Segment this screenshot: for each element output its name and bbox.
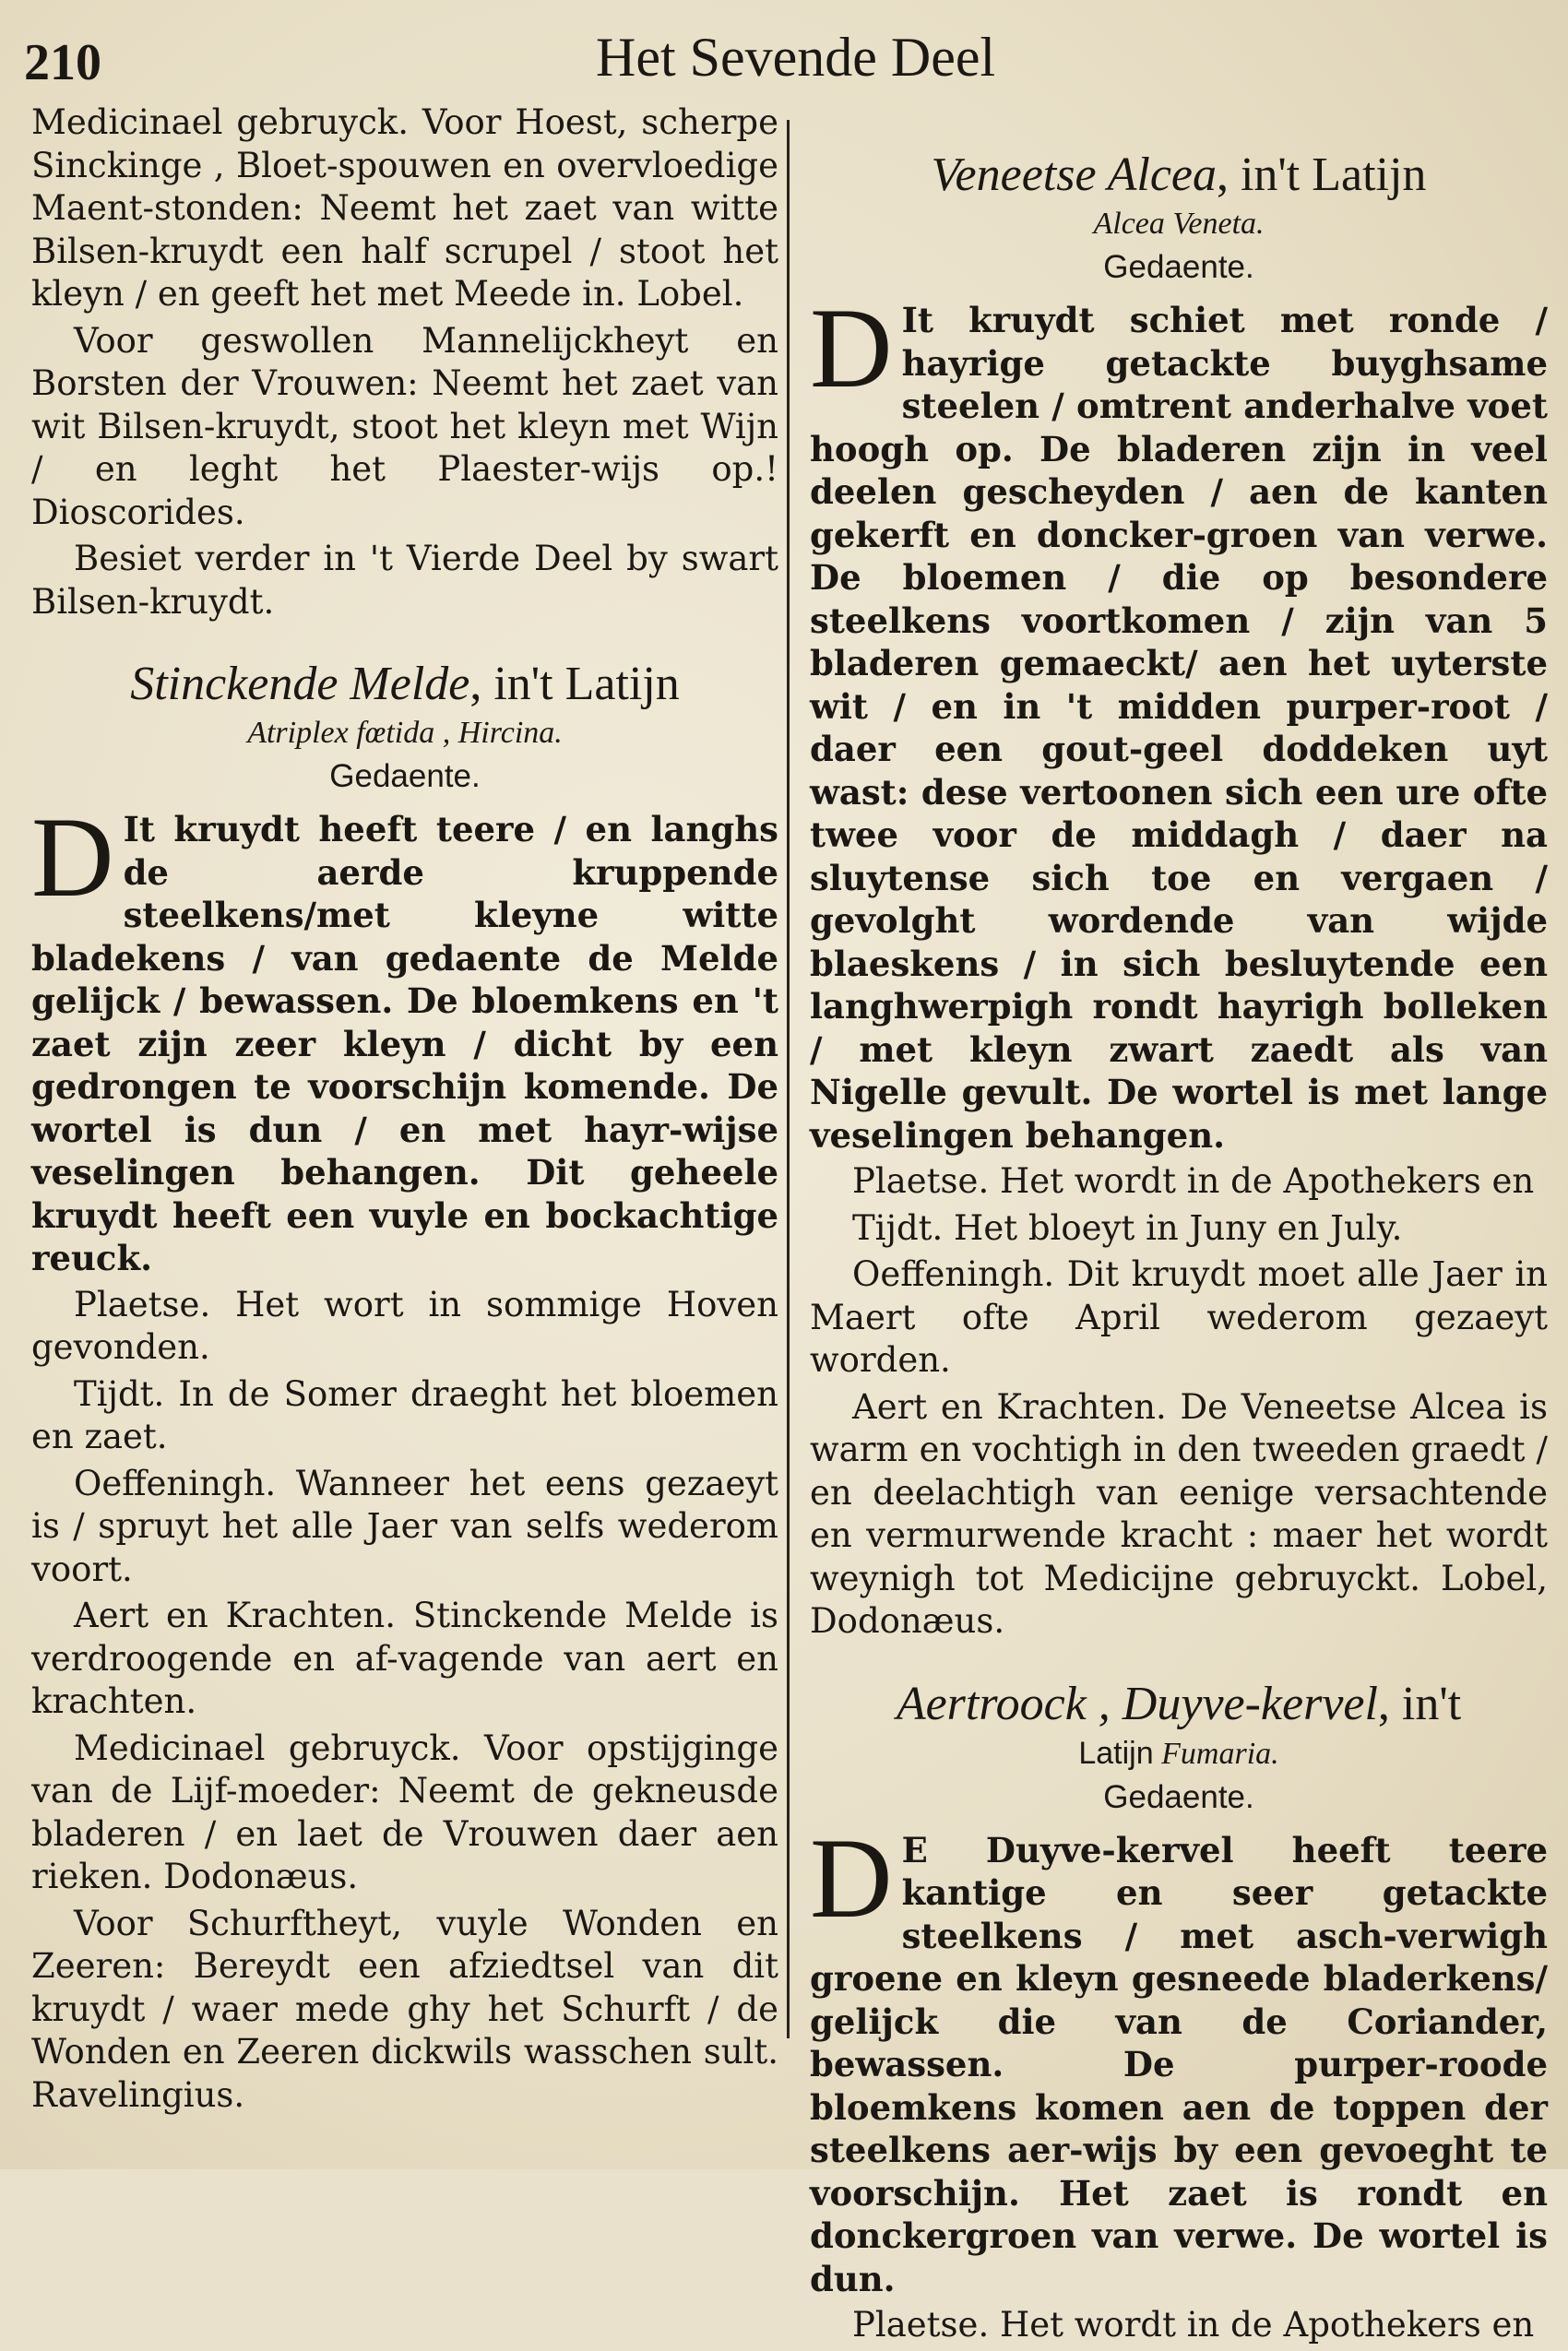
latin-name: Atriplex fœtida , Hircina. [247, 716, 563, 750]
paragraph-gedaente-alcea [810, 285, 1548, 1157]
paragraph-tijdt: Tijdt. In de Somer draeght het bloemen en zaet. [31, 1373, 778, 1456]
section-label-gedaente: Gedaente. [329, 758, 481, 794]
entry-heading-veneetse-alcea [810, 148, 1548, 203]
paragraph-schurftheyt: Voor Schurftheyt, vuyle Wonden en Zeeren: Bereydt een afziedtsel van dit kruydt / waer mede ghy het Schurft / de Wonden en Zeeren dickwils wasschen sult. Ravelingius. [31, 1903, 778, 2115]
page-number: 210 [24, 34, 101, 91]
latin-prefix: Latijn [1078, 1735, 1154, 1771]
drop-cap: D [810, 285, 893, 411]
paragraph-aert-krachten: Aert en Krachten. De Veneetse Alcea is warm en vochtigh in den tweeden graedt / en deelachtigh van eenige versachtende en vermurwende kracht : maer het wordt weynigh tot Medicijne gebruyckt. Lobel, Dodonæus. [810, 1386, 1548, 1641]
entry-title: Stinckende Melde [130, 658, 470, 710]
latin-name: Alcea Veneta. [1093, 207, 1265, 241]
entry-title: Aertroock , Duyve-kervel [896, 1677, 1378, 1730]
entry-title-suffix: , in't Latijn [1216, 148, 1427, 201]
drop-cap: D [31, 794, 114, 920]
section-label-gedaente: Gedaente. [1103, 249, 1254, 285]
paragraph-oeffeningh: Oeffeningh. Wanneer het eens gezaeyt is / spruyt het alle Jaer van selfs wederom voort. [31, 1463, 778, 1589]
paragraph-gedaente-melde [31, 794, 778, 1280]
paragraph-plaetse: Plaetse. Het wort in sommige Hoven gevonden. [31, 1284, 778, 1367]
paragraph-text: It kruydt schiet met ronde / hayrige getackte buyghsame steelen / omtrent anderhalve voet hoogh op. De bladeren zijn in veel deelen gescheyden / aen de kanten gekerft en doncker-groen van verwe. De bloemen / die op besondere steelkens voortkomen / zijn van 5 bladeren gemaeckt/ aen het uyterste wit / en in 't midden purper-root / daer een gout-geel doddeken uyt wast: dese vertoonen sich een ure ofte twee voor de middagh / daer na sluytense sich toe en vergaen / gevolght wordende van wijde blaeskens / in sich besluytende een langhwerpigh rondt hayrigh bolleken / met kleyn zwart zaedt als van Nigelle gevult. De wortel is met lange veselingen behangen. [810, 300, 1548, 1156]
paragraph-oeffeningh: Oeffeningh. Dit kruydt moet alle Jaer in Maert ofte April wederom gezaeyt worden. [810, 1254, 1548, 1380]
paragraph-plaetse: Plaetse. Het wordt in de Apothekers en [852, 1161, 1535, 1201]
entry-title-suffix: , in't [1377, 1677, 1462, 1730]
paragraph-gedaente-duyve-kervel [810, 1814, 1548, 2301]
paragraph-plaetse: Plaetse. Het wordt in de Apothekers en [852, 2305, 1535, 2345]
latin-term: Fumaria. [1161, 1736, 1279, 1771]
entry-heading-stinckende-melde [31, 657, 778, 712]
paragraph-medicinael-gebruyck: Medicinael gebruyck. Voor opstijginge van de Lijf-moeder: Neemt de gekneusde bladeren / en laet de Vrouwen daer aen rieken. Dodonæus. [31, 1728, 778, 1896]
paragraph-tijdt: Tijdt. Het bloeyt in Juny en July. [852, 1207, 1403, 1248]
section-label-gedaente: Gedaente. [1103, 1778, 1254, 1815]
column-divider [787, 120, 790, 2038]
left-column [31, 101, 778, 2120]
entry-heading-aertroock [810, 1677, 1548, 1732]
paragraph-besiet-verder: Besiet verder in 't Vierde Deel by swart Bilsen-kruydt. [31, 539, 778, 622]
paragraph-text: It kruydt heeft teere / en langhs de aerde kruppende steelkens/met kleyne witte bladekens / van gedaente de Melde gelijck / bewassen. De bloemkens en 't zaet zijn zeer kleyn / dicht by een gedrongen te voorschijn komende. De wortel is dun / en met hayr-wijse veselingen behangen. Dit geheele kruydt heeft een vuyle en bockachtige reuck. [31, 809, 778, 1278]
paragraph-aert-krachten: Aert en Krachten. Stinckende Melde is verdroogende en af-vagende van aert en krachten. [31, 1596, 778, 1721]
drop-cap: D [810, 1814, 893, 1941]
entry-title: Veneetse Alcea [931, 148, 1217, 201]
page-header [24, 26, 1537, 100]
paragraph-text: E Duyve-kervel heeft teere kantige en seer getackte steelkens / met asch-verwigh groene en kleyn gesneede bladerkens/ gelijck die van de Coriander, bewassen. De purper-roode bloemkens komen aen de toppen der steelkens aer-wijs by een gevoeght te voorschijn. Het zaet is rondt en donckergroen van verwe. De wortel is dun. [810, 1829, 1548, 2299]
paragraph-mannelijckheyt: Voor geswollen Mannelijckheyt en Borsten der Vrouwen: Neemt het zaet van wit Bilsen-kruydt, stoot het kleyn met Wijn / en leght het Plaester-wijs op.! Dioscorides. [31, 320, 778, 532]
latin-name [810, 1732, 1548, 1775]
running-title: Het Sevende Deel [596, 27, 996, 88]
right-column [810, 101, 1548, 2351]
entry-title-suffix: , in't Latijn [469, 658, 680, 710]
paragraph-medicinael-hoest: Medicinael gebruyck. Voor Hoest, scherpe Sinckinge , Bloet-spouwen en overvloedige Maent-stonden: Neemt het zaet van witte Bilsen-kruydt een half scrupel / stoot het kleyn / en geeft het met Meede in. Lobel. [31, 102, 778, 314]
